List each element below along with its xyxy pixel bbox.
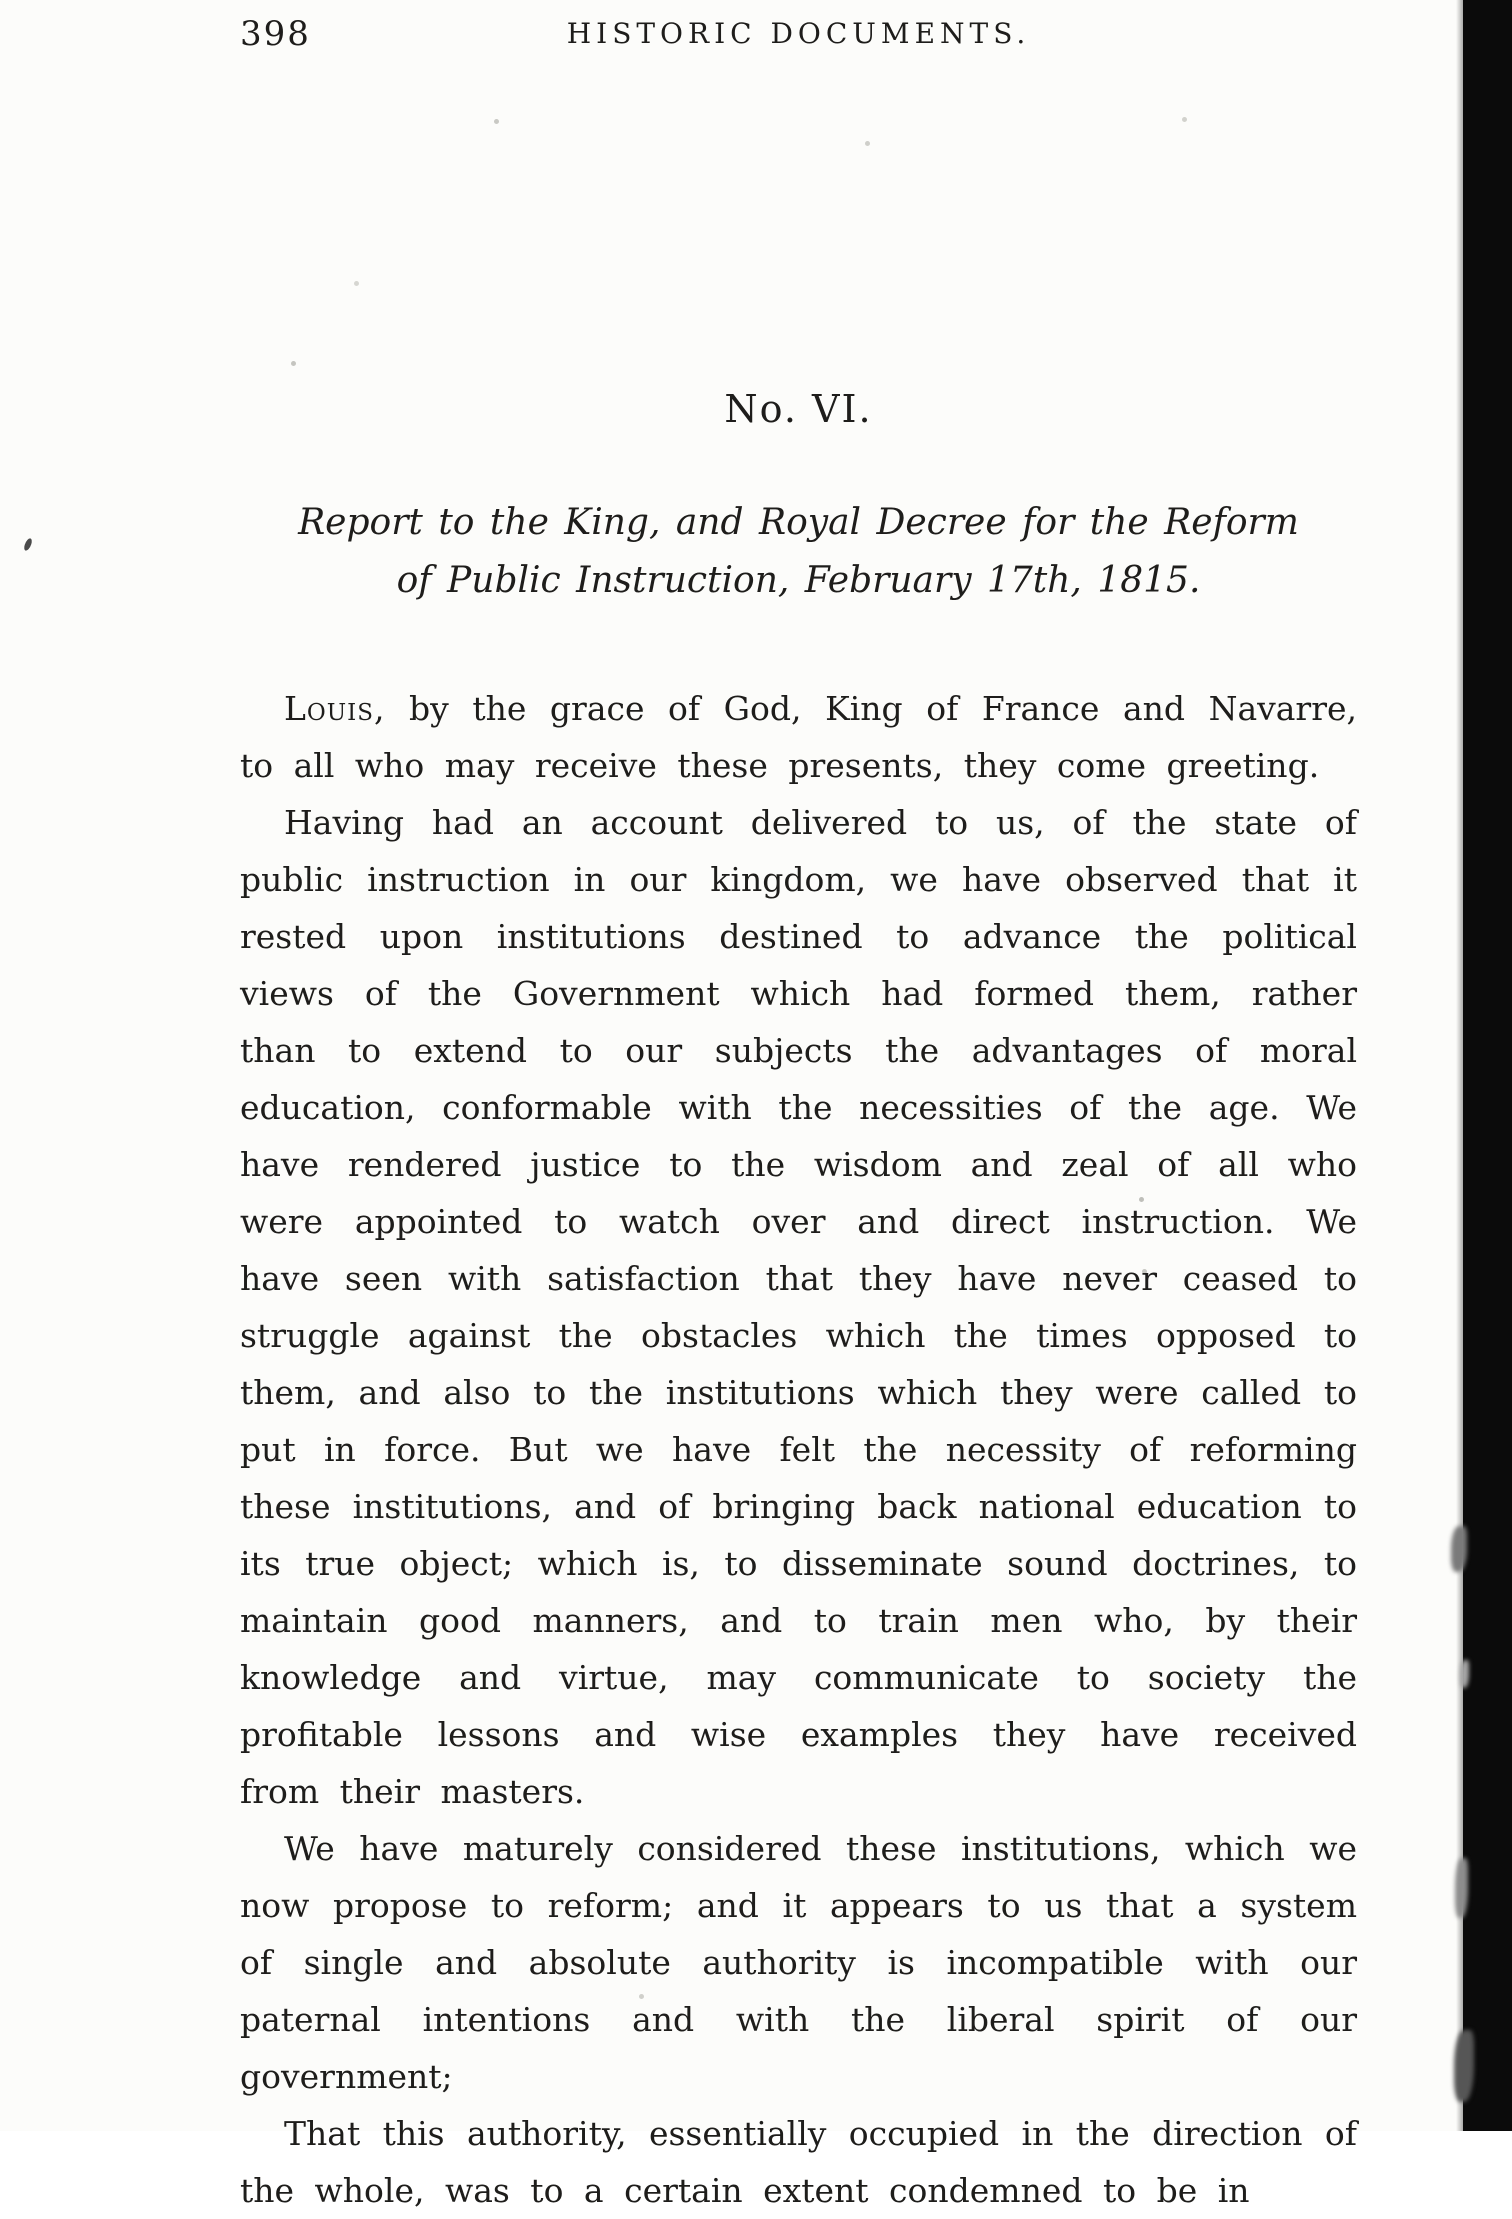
document-title [240,494,1357,610]
document-title-line-1: Report to the King, and Royal Decree for the Reform [298,502,1299,543]
document-title-line-2: of Public Instruction, February 17th, 1815. [396,560,1201,601]
running-header: HISTORIC DOCUMENTS. [566,17,1031,50]
paragraph-louis-greeting [240,680,1357,794]
lead-rest: by the grace of God, King of France and Navarre, to all who may receive these presents, they come greeting. [240,689,1357,785]
scan-smudge [1455,1858,1468,1918]
section-heading: No. VI. [724,387,873,431]
paragraph-maturely-considered: We have maturely considered these institutions, which we now propose to reform; and it appears to us that a system of single and absolute authority is incompatible with our paternal intentions and with the liberal spirit of our government; [240,1829,1357,2096]
paragraph-that-this-authority: That this authority, essentially occupied in the direction of the whole, was to a certain extent condemned to be in [240,2114,1357,2210]
scan-edge-black-bar [1463,0,1512,2131]
scan-smudge [1454,2030,1474,2102]
paragraph-having-had: Having had an account delivered to us, of the state of public instruction in our kingdom, we have observed that it rested upon institutions destined to advance the political views of the Government which had formed them, rather than to extend to our subjects the advantages of moral education, conformable with the necessities of the age. We have rendered justice to the wisdom and zeal of all who were appointed to watch over and direct instruction. We have seen with satisfaction that they have never ceased to struggle against the obstacles which the times opposed to them, and also to the institutions which they were called to put in force. But we have felt the necessity of reforming these institutions, and of bringing back national education to its true object; which is, to disseminate sound doctrines, to maintain good manners, and to train men who, by their knowledge and virtue, may communicate to society the profitable lessons and wise examples they have received from their masters. [240,803,1357,1811]
scan-smudge [1460,1660,1469,1688]
page-number: 398 [240,14,311,54]
page-header [240,14,1357,62]
scan-specks [0,0,3,3]
lead-word-smallcaps: Louis, [284,689,386,728]
document-body [240,680,1357,2219]
text-column [240,0,1357,2219]
scan-stray-mark [23,537,33,551]
scan-smudge [1451,1526,1467,1572]
